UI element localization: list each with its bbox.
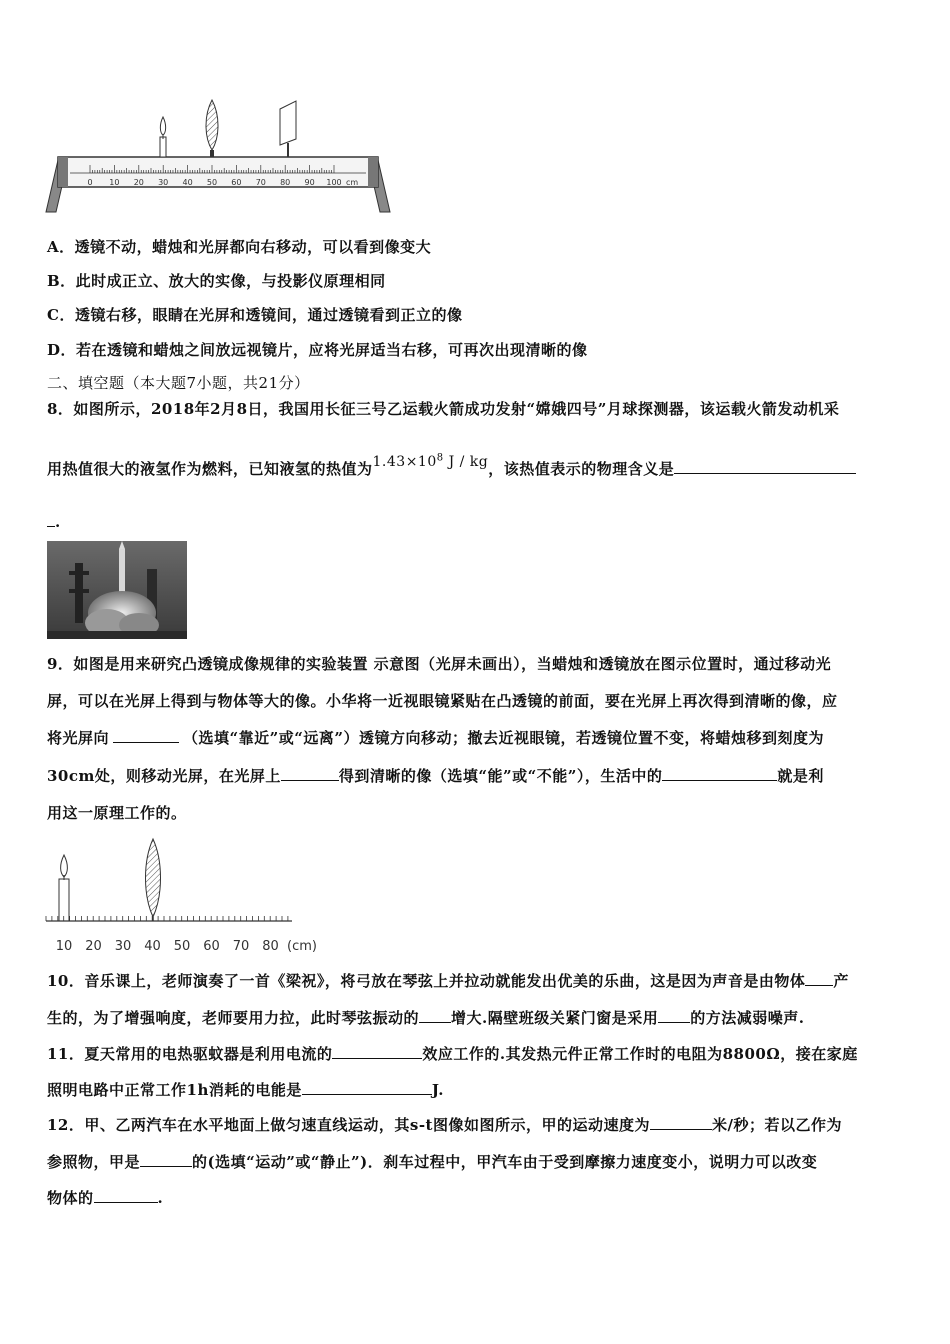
scale-tick-label: 30	[114, 939, 132, 954]
q9-line-5: 用这一原理工作的。	[47, 804, 187, 822]
q10-line-2	[47, 1007, 804, 1028]
q11-text-2a: 照明电路中正常工作1h消耗的电能是	[47, 1081, 302, 1099]
bench-tick-label: 70	[255, 178, 266, 187]
bench-tick-label: 100	[326, 178, 342, 187]
q8-answer-blank[interactable]	[674, 459, 856, 474]
optical-bench-figure	[40, 95, 400, 220]
q11-line-2	[47, 1079, 444, 1100]
q11-blank-effect[interactable]	[332, 1044, 422, 1059]
bench-tick-label: 20	[133, 178, 144, 187]
q7-option-b: B．此时成正立、放大的实像，与投影仪原理相同	[47, 272, 386, 290]
scale-tick-label: 80	[262, 939, 279, 954]
scale-tick-label: 20	[85, 939, 102, 954]
q9-text-3b: （选填“靠近”或“远离”）透镜方向移动；撤去近视眼镜，若透镜位置不变，将蜡烛移到刻度为	[183, 729, 825, 747]
q9-line-3	[47, 727, 824, 748]
q8-line-3	[47, 512, 61, 531]
q12-text-3a: 物体的	[47, 1189, 94, 1207]
q12-text-2a: 参照物，甲是	[47, 1153, 141, 1171]
q12-text-3b: .	[157, 1189, 164, 1207]
scale-tick-label: 40	[144, 939, 161, 954]
bench-tick-label: 60	[231, 178, 242, 187]
q10-text-1b: 产	[833, 972, 849, 990]
q11-text-2b: J.	[431, 1081, 445, 1099]
q8-period: .	[55, 513, 61, 531]
q12-blank-speed[interactable]	[650, 1115, 712, 1130]
q9-blank-direction[interactable]	[113, 728, 179, 743]
q10-text-1a: 10．音乐课上，老师演奏了一首《梁祝》，将弓放在琴弦上并拉动就能发出优美的乐曲，这是因为声音是由物体	[47, 972, 806, 990]
q8-text-a: 用热值很大的液氢作为燃料，已知液氢的热值为	[47, 460, 373, 478]
q9-line-1: 9．如图是用来研究凸透镜成像规律的实验装置 示意图（光屏未画出），当蜡烛和透镜放在图示位置时，通过移动光	[47, 655, 832, 673]
scale-tick-label: 50	[173, 939, 191, 954]
bench-tick-label: 80	[280, 178, 291, 187]
bench-tick-label: 90	[304, 178, 315, 187]
q11-text-1a: 11．夏天常用的电热驱蚊器是利用电流的	[47, 1045, 333, 1063]
q11-blank-energy[interactable]	[302, 1080, 432, 1095]
section-2-title: 二、填空题（本大题7小题，共21分）	[47, 374, 310, 392]
scale-tick-label: 70	[232, 939, 250, 954]
q9-text-4c: 就是利	[777, 767, 824, 785]
q12-line-2	[47, 1151, 817, 1172]
q12-line-3	[47, 1187, 163, 1208]
q8-line-2	[47, 452, 856, 479]
q8-text-b: ，该热值表示的物理含义是	[488, 460, 675, 478]
scale-tick-label: 10	[55, 939, 73, 954]
bench-tick-label: 0	[87, 178, 93, 187]
q12-blank-state[interactable]	[140, 1152, 192, 1167]
q9-text-3a: 将光屏向	[47, 729, 110, 747]
q10-blank-vibration[interactable]	[805, 971, 833, 986]
q7-option-d: D．若在透镜和蜡烛之间放远视镜片，应将光屏适当右移，可再次出现清晰的像	[47, 341, 588, 359]
q9-line-2: 屏，可以在光屏上得到与物体等大的像。小华将一近视眼镜紧贴在凸透镜的前面，要在光屏上再次得到清晰的像，应	[47, 692, 838, 710]
bench-tick-label: 40	[182, 178, 193, 187]
q10-line-1	[47, 970, 849, 991]
q12-text-1b: 米/秒；若以乙作为	[711, 1116, 842, 1134]
lens-experiment-figure	[42, 833, 332, 958]
q12-line-1	[47, 1114, 842, 1135]
bench-tick-label: 10	[109, 178, 120, 187]
hydrogen-heat-value: $1.43\times 10^8$ J / kg	[372, 452, 489, 470]
q10-text-2c: 的方法减弱噪声.	[690, 1009, 805, 1027]
scale-tick-label: 60	[203, 939, 220, 954]
q9-line-4	[47, 765, 824, 786]
scale-unit-label: (cm)	[287, 939, 317, 954]
q9-text-4a: 30cm处，则移动光屏，在光屏上	[47, 767, 281, 785]
q9-blank-device[interactable]	[662, 766, 777, 781]
q9-blank-can-image[interactable]	[281, 766, 339, 781]
q8-line-1: 8．如图所示，2018年2月8日，我国用长征三号乙运载火箭成功发射“嫦娥四号”月球探测器，该运载火箭发动机采	[47, 400, 840, 418]
q10-text-2b: 增大.隔壁班级关紧门窗是采用	[451, 1009, 659, 1027]
bench-unit-label: cm	[346, 178, 359, 187]
rocket-launch-photo	[47, 541, 187, 639]
q7-option-c: C．透镜右移，眼睛在光屏和透镜间，通过透镜看到正立的像	[47, 306, 463, 324]
q10-text-2a: 生的，为了增强响度，老师要用力拉，此时琴弦振动的	[47, 1009, 420, 1027]
q12-blank-motion[interactable]	[94, 1188, 158, 1203]
bench-tick-label: 30	[158, 178, 169, 187]
bench-tick-label: 50	[206, 178, 218, 187]
q10-blank-method[interactable]	[658, 1008, 690, 1023]
q8-answer-blank-end[interactable]	[47, 512, 55, 527]
q11-text-1b: 效应工作的.其发热元件正常工作时的电阻为8800Ω，接在家庭	[422, 1045, 858, 1063]
q9-text-4b: 得到清晰的像（选填“能”或“不能”），生活中的	[338, 767, 663, 785]
q11-line-1	[47, 1043, 858, 1064]
q10-blank-amplitude[interactable]	[419, 1008, 451, 1023]
q12-text-1a: 12．甲、乙两汽车在水平地面上做匀速直线运动，其s-t图像如图所示，甲的运动速度为	[47, 1116, 650, 1134]
q12-text-2b: 的(选填“运动”或“静止”)．刹车过程中，甲汽车由于受到摩擦力速度变小，说明力可以改变	[192, 1153, 818, 1171]
q7-option-a: A．透镜不动，蜡烛和光屏都向右移动，可以看到像变大	[47, 238, 432, 256]
